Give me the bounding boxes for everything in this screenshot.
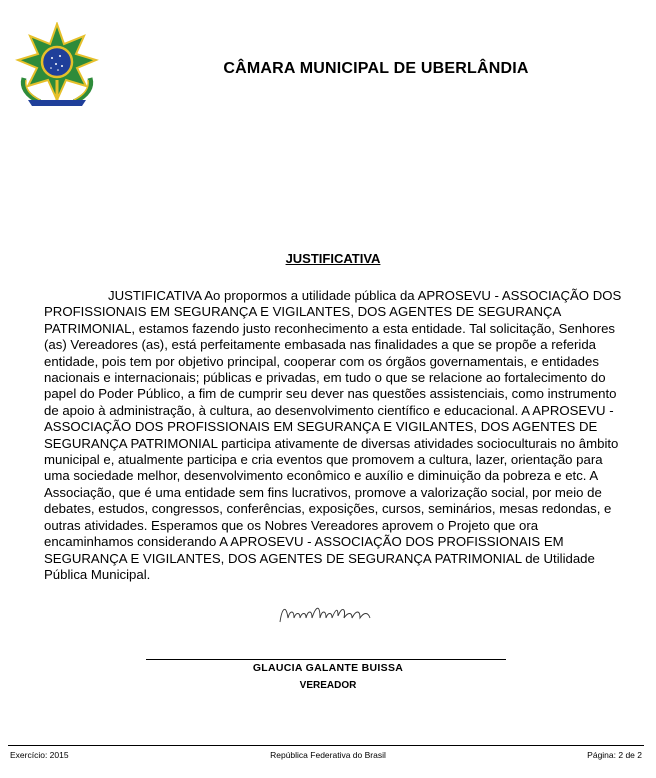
footer-divider xyxy=(8,745,644,746)
footer-exercise: Exercício: 2015 xyxy=(10,750,69,760)
signature-line xyxy=(146,659,506,660)
justification-text: JUSTIFICATIVA Ao propormos a utilidade pública da APROSEVU - ASSOCIAÇÃO DOS PROFISSIONAIS EM SEGURANÇA E VIGILANTES, DOS AGENTES DE SEGURANÇA PATRIMONIAL, estamos fazendo justo reconhecimento a esta entidade. Tal solicitação, Senhores (as) Vereadores (as), está perfeitamente embasada nas finalidades a que se propõe a referida entidade, pois tem por objetivo principal, cooperar com os órgãos governamentais, e entidades nacionais e internacionais; públicas e privadas, em tudo o que se relacione ao fortalecimento do papel do Poder Público, a fim de cumprir seu dever nas questões assistenciais, como instrumento de apoio à administração, à cultura, ao desenvolvimento científico e educacional. A APROSEVU - ASSOCIAÇÃO DOS PROFISSIONAIS EM SEGURANÇA E VIGILANTES, DOS AGENTES DE SEGURANÇA PATRIMONIAL participa ativamente de diversas atividades socioculturais no âmbito municipal e, atualmente participa e cria eventos que promovem a cultura, lazer, orientação para uma sociedade melhor, desenvolvimento econômico e auxílio e diminuição da pobreza e etc. A Associação, que é uma entidade sem fins lucrativos, promove a valorização social, por meio de debates, estudos, congressos, conferências, exposições, cursos, seminários, mesas redondas, e outras atividades. Esperamos que os Nobres Vereadores aprovem o Projeto que ora encaminhamos considerando A APROSEVU - ASSOCIAÇÃO DOS PROFISSIONAIS EM SEGURANÇA E VIGILANTES, DOS AGENTES DE SEGURANÇA PATRIMONIAL de Utilidade Pública Municipal. xyxy=(44,288,622,582)
section-title: JUSTIFICATIVA xyxy=(285,251,381,266)
justification-body xyxy=(44,288,626,583)
handwritten-signature xyxy=(276,598,376,628)
signer-role: VEREADOR xyxy=(299,680,357,691)
footer-page-number: Página: 2 de 2 xyxy=(587,750,642,760)
page-header-title: CÂMARA MUNICIPAL DE UBERLÂNDIA xyxy=(223,60,529,77)
signer-name: GLAUCIA GALANTE BUISSA xyxy=(252,662,404,674)
footer-republic: República Federativa do Brasil xyxy=(270,750,386,760)
